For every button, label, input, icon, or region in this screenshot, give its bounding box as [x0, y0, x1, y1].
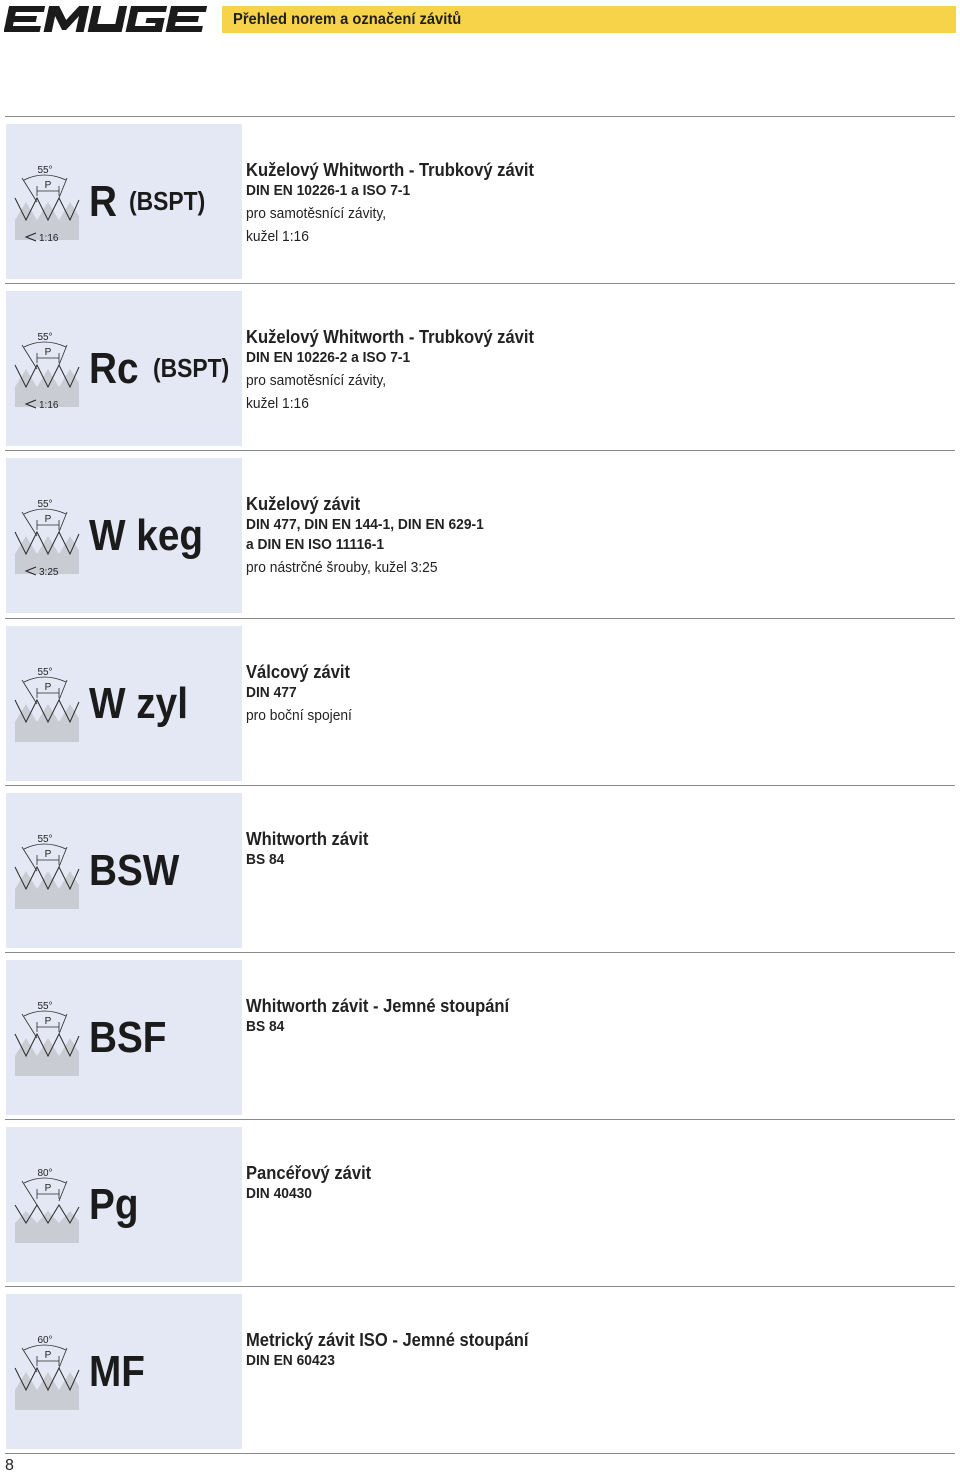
thread-standard: DIN EN 10226-2 a ISO 7-1	[246, 349, 411, 366]
thread-panel	[6, 626, 242, 781]
page-number: 8	[5, 1457, 14, 1474]
thread-code-sub: (BSPT)	[153, 353, 230, 383]
thread-pitch-label: P	[44, 347, 52, 358]
thread-title: Kuželový Whitworth - Trubkový závit	[246, 160, 534, 180]
thread-row	[5, 450, 955, 613]
thread-row	[5, 283, 955, 446]
thread-angle-label: 55°	[37, 499, 53, 510]
thread-title: Kuželový závit	[246, 494, 361, 514]
thread-code	[89, 124, 215, 279]
thread-standard: DIN 477, DIN EN 144-1, DIN EN 629-1	[246, 516, 484, 533]
thread-code-main: Pg	[89, 1179, 139, 1229]
thread-description	[246, 493, 936, 578]
thread-code	[89, 626, 201, 781]
bottom-divider	[5, 1453, 955, 1454]
thread-code	[89, 458, 219, 613]
thread-standard: BS 84	[246, 851, 285, 868]
thread-note: pro samotěsnící závity,	[246, 205, 387, 222]
thread-profile-diagram	[12, 666, 82, 744]
thread-description	[246, 326, 936, 414]
thread-angle-label: 55°	[37, 165, 53, 176]
thread-row	[5, 785, 955, 948]
thread-note: kužel 1:16	[246, 228, 309, 245]
thread-description	[246, 1329, 936, 1371]
thread-code	[89, 1127, 145, 1282]
thread-row	[5, 952, 955, 1115]
thread-standard: BS 84	[246, 1018, 285, 1035]
thread-code-main: BSF	[89, 1012, 167, 1062]
thread-standard: DIN EN 10226-1 a ISO 7-1	[246, 182, 411, 199]
thread-panel	[6, 960, 242, 1115]
thread-profile-diagram	[12, 833, 82, 911]
thread-title: Whitworth závit - Jemné stoupání	[246, 996, 510, 1016]
thread-note: pro boční spojení	[246, 707, 352, 724]
thread-panel	[6, 793, 242, 948]
thread-standard: DIN 477	[246, 684, 297, 701]
thread-code-main: MF	[89, 1346, 145, 1396]
thread-profile-diagram	[12, 331, 82, 409]
thread-row	[5, 1286, 955, 1449]
thread-code	[89, 291, 240, 446]
thread-pitch-label: P	[44, 849, 52, 860]
thread-panel	[6, 1294, 242, 1449]
thread-pitch-label: P	[44, 1183, 52, 1194]
thread-row	[5, 1119, 955, 1282]
thread-description	[246, 828, 936, 870]
thread-standard: DIN 40430	[246, 1185, 312, 1202]
thread-standard: DIN EN 60423	[246, 1352, 335, 1369]
thread-title: Pancéřový závit	[246, 1163, 372, 1183]
thread-code-main: W keg	[89, 510, 204, 560]
emuge-logo	[4, 2, 214, 36]
thread-description	[246, 1162, 936, 1204]
thread-angle-label: 55°	[37, 1001, 53, 1012]
thread-pitch-label: P	[44, 180, 52, 191]
thread-profile-diagram	[12, 164, 82, 242]
page-title-bar	[222, 6, 956, 33]
thread-code	[89, 960, 177, 1115]
thread-code	[89, 1294, 153, 1449]
thread-row	[5, 618, 955, 781]
thread-standard: a DIN EN ISO 11116-1	[246, 536, 385, 553]
thread-description	[246, 159, 936, 247]
thread-code-main: R	[89, 176, 117, 226]
thread-pitch-label: P	[44, 514, 52, 525]
thread-panel	[6, 1127, 242, 1282]
thread-note: pro nástrčné šrouby, kužel 3:25	[246, 559, 438, 576]
thread-profile-diagram	[12, 498, 82, 576]
thread-angle-label: 60°	[37, 1335, 53, 1346]
thread-description	[246, 995, 936, 1037]
thread-panel	[6, 458, 242, 613]
thread-code-main: W zyl	[89, 678, 188, 728]
thread-row	[5, 116, 955, 279]
thread-pitch-label: P	[44, 1016, 52, 1027]
thread-pitch-label: P	[44, 682, 52, 693]
thread-note: pro samotěsnící závity,	[246, 372, 387, 389]
thread-angle-label: 55°	[37, 834, 53, 845]
thread-profile-diagram	[12, 1334, 82, 1412]
thread-panel	[6, 124, 242, 279]
thread-taper-label: 3:25	[39, 567, 59, 576]
thread-code-sub: (BSPT)	[128, 186, 206, 216]
thread-code-main: BSW	[89, 845, 180, 895]
thread-taper-label: 1:16	[39, 400, 59, 409]
thread-taper-label: 1:16	[39, 233, 59, 242]
thread-title: Whitworth závit	[246, 829, 369, 849]
thread-title: Metrický závit ISO - Jemné stoupání	[246, 1330, 529, 1350]
thread-profile-diagram	[12, 1000, 82, 1078]
thread-title: Válcový závit	[246, 662, 351, 682]
thread-code	[89, 793, 192, 948]
page-title: Přehled norem a označení závitů	[233, 10, 462, 28]
thread-title: Kuželový Whitworth - Trubkový závit	[246, 327, 534, 347]
thread-panel	[6, 291, 242, 446]
page-header	[0, 0, 960, 40]
thread-angle-label: 80°	[37, 1168, 53, 1179]
thread-angle-label: 55°	[37, 332, 53, 343]
thread-profile-diagram	[12, 1167, 82, 1245]
thread-pitch-label: P	[44, 1350, 52, 1361]
thread-angle-label: 55°	[37, 667, 53, 678]
thread-note: kužel 1:16	[246, 395, 309, 412]
thread-description	[246, 661, 936, 726]
thread-code-main: Rc	[89, 343, 139, 393]
